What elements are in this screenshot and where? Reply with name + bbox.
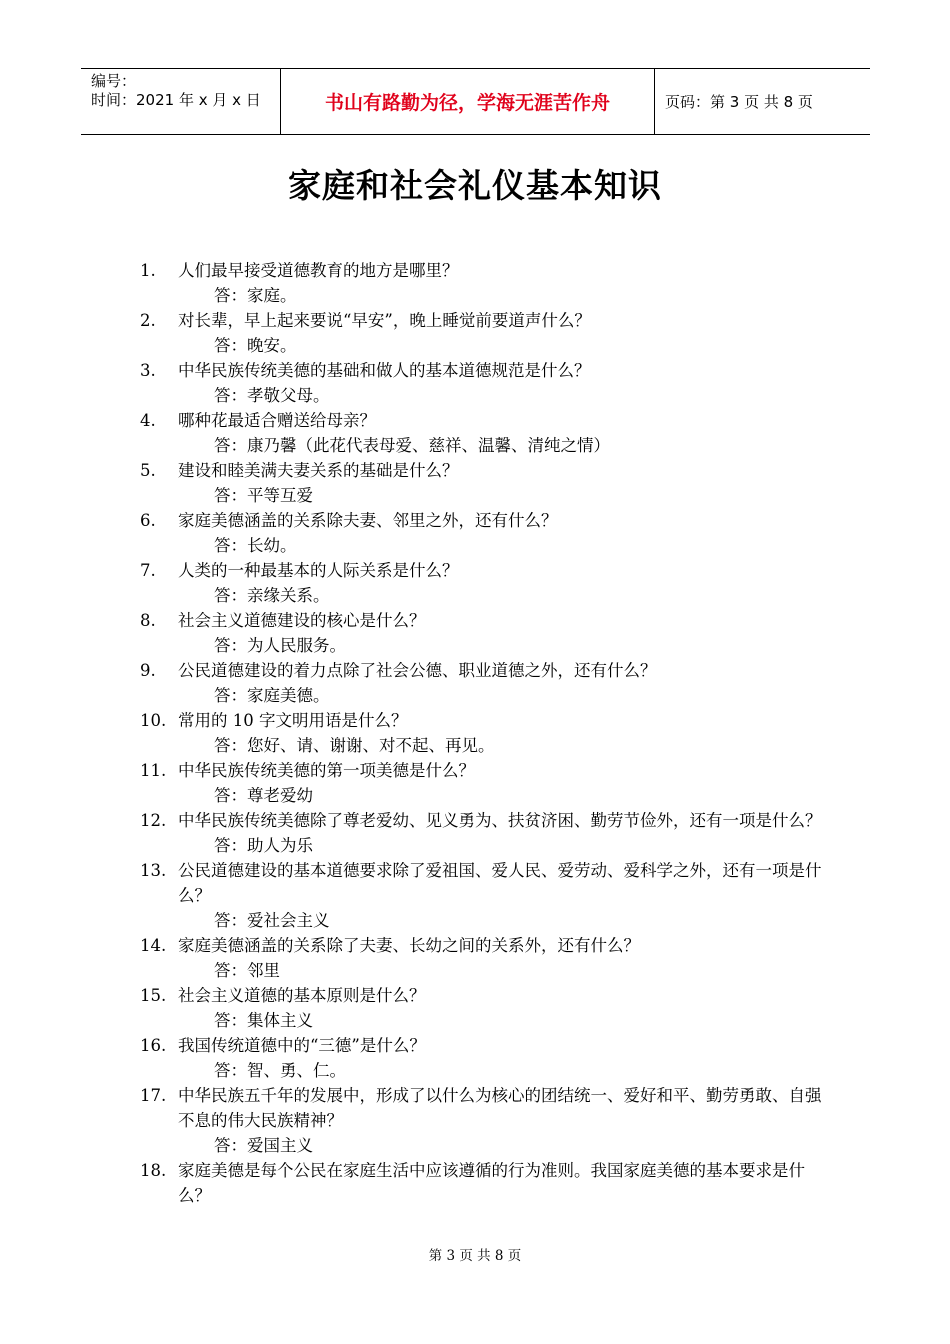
question [140,508,830,533]
question [140,308,830,333]
question-text: 中华民族传统美德除了尊老爱幼、见义勇为、扶贫济困、勤劳节俭外，还有一项是什么？ [178,811,822,830]
question [140,408,830,433]
serial-label: 编号： [91,72,137,90]
question [140,458,830,483]
question-number: 16. [140,1036,167,1055]
question-number: 3. [140,361,156,380]
qa-item [140,1033,830,1083]
qa-item [140,758,830,808]
question-number: 10. [140,711,167,730]
question [140,658,830,683]
question-text: 社会主义道德建设的核心是什么？ [178,611,426,630]
question [140,1083,830,1133]
qa-item [140,858,830,933]
question-number: 5. [140,461,156,480]
answer-text: 答：孝敬父母。 [214,386,330,405]
answer-text: 答：爱国主义 [214,1136,313,1155]
question [140,758,830,783]
answer-text: 答：爱社会主义 [214,911,330,930]
question-number: 1. [140,261,156,280]
qa-item [140,358,830,408]
answer-text: 答：助人为乐 [214,836,313,855]
qa-item [140,508,830,558]
question-text: 家庭美德涵盖的关系除夫妻、邻里之外，还有什么？ [178,511,558,530]
answer-text: 答：康乃馨（此花代表母爱、慈祥、温馨、清纯之情） [214,436,610,455]
answer-text: 答：亲缘关系。 [214,586,330,605]
question-number: 18. [140,1161,167,1180]
question [140,1158,830,1208]
question-text: 对长辈，早上起来要说“早安”，晚上睡觉前要道声什么？ [178,311,591,330]
question-text: 公民道德建设的基本道德要求除了爱祖国、爱人民、爱劳动、爱科学之外，还有一项是什么？ [178,861,822,905]
qa-item [140,408,830,458]
question-number: 15. [140,986,167,1005]
question-number: 2. [140,311,156,330]
question-text: 我国传统道德中的“三德”是什么？ [178,1036,426,1055]
question [140,983,830,1008]
question-text: 中华民族五千年的发展中，形成了以什么为核心的团结统一、爱好和平、勤劳勇敢、自强不息的伟大民族精神？ [178,1086,822,1130]
qa-item [140,608,830,658]
answer-text: 答：您好、请、谢谢、对不起、再见。 [214,736,495,755]
question-text: 社会主义道德的基本原则是什么？ [178,986,426,1005]
question-text: 建设和睦美满夫妻关系的基础是什么？ [178,461,459,480]
qa-item [140,983,830,1033]
qa-item [140,458,830,508]
page-header [81,68,870,135]
answer-text: 答：家庭美德。 [214,686,330,705]
question [140,708,830,733]
question-text: 人们最早接受道德教育的地方是哪里？ [178,261,459,280]
question-text: 中华民族传统美德的基础和做人的基本道德规范是什么？ [178,361,591,380]
answer-text: 答：长幼。 [214,536,297,555]
page-title: 家庭和社会礼仪基本知识 [288,166,662,205]
question-number: 6. [140,511,156,530]
question-text: 公民道德建设的着力点除了社会公德、职业道德之外，还有什么？ [178,661,657,680]
answer-text: 答：邻里 [214,961,280,980]
question [140,1033,830,1058]
header-meta [81,69,281,134]
time-label: 时间：2021 年 x 月 x 日 [91,91,261,109]
answer-text: 答：平等互爱 [214,486,313,505]
qa-item [140,933,830,983]
qa-item [140,1158,830,1208]
question-text: 常用的 10 字文明用语是什么？ [178,711,408,730]
question [140,608,830,633]
question-text: 家庭美德是每个公民在家庭生活中应该遵循的行为准则。我国家庭美德的基本要求是什么？ [178,1161,805,1205]
question-number: 11. [140,761,167,780]
header-motto: 书山有路勤为径，学海无涯苦作舟 [281,69,655,134]
question-number: 9. [140,661,156,680]
qa-item [140,808,830,858]
answer-text: 答：尊老爱幼 [214,786,313,805]
question-number: 14. [140,936,167,955]
question [140,858,830,908]
answer-text: 答：智、勇、仁。 [214,1061,346,1080]
question-number: 4. [140,411,156,430]
qa-list [140,258,830,1208]
qa-item [140,658,830,708]
question [140,258,830,283]
qa-item [140,1083,830,1158]
qa-item [140,558,830,608]
question-number: 12. [140,811,167,830]
question [140,558,830,583]
page-footer: 第 3 页 共 8 页 [428,1248,522,1264]
question [140,808,830,833]
question-number: 13. [140,861,167,880]
question-text: 哪种花最适合赠送给母亲？ [178,411,376,430]
answer-text: 答：家庭。 [214,286,297,305]
question-text: 家庭美德涵盖的关系除了夫妻、长幼之间的关系外，还有什么？ [178,936,640,955]
question-number: 17. [140,1086,167,1105]
answer-text: 答：为人民服务。 [214,636,346,655]
header-page-code: 页码：第 3 页 共 8 页 [665,93,813,111]
qa-item [140,708,830,758]
question [140,933,830,958]
question-number: 7. [140,561,156,580]
answer-text: 答：集体主义 [214,1011,313,1030]
question-number: 8. [140,611,156,630]
question-text: 中华民族传统美德的第一项美德是什么？ [178,761,475,780]
qa-item [140,258,830,308]
question-text: 人类的一种最基本的人际关系是什么？ [178,561,459,580]
question [140,358,830,383]
qa-item [140,308,830,358]
answer-text: 答：晚安。 [214,336,297,355]
